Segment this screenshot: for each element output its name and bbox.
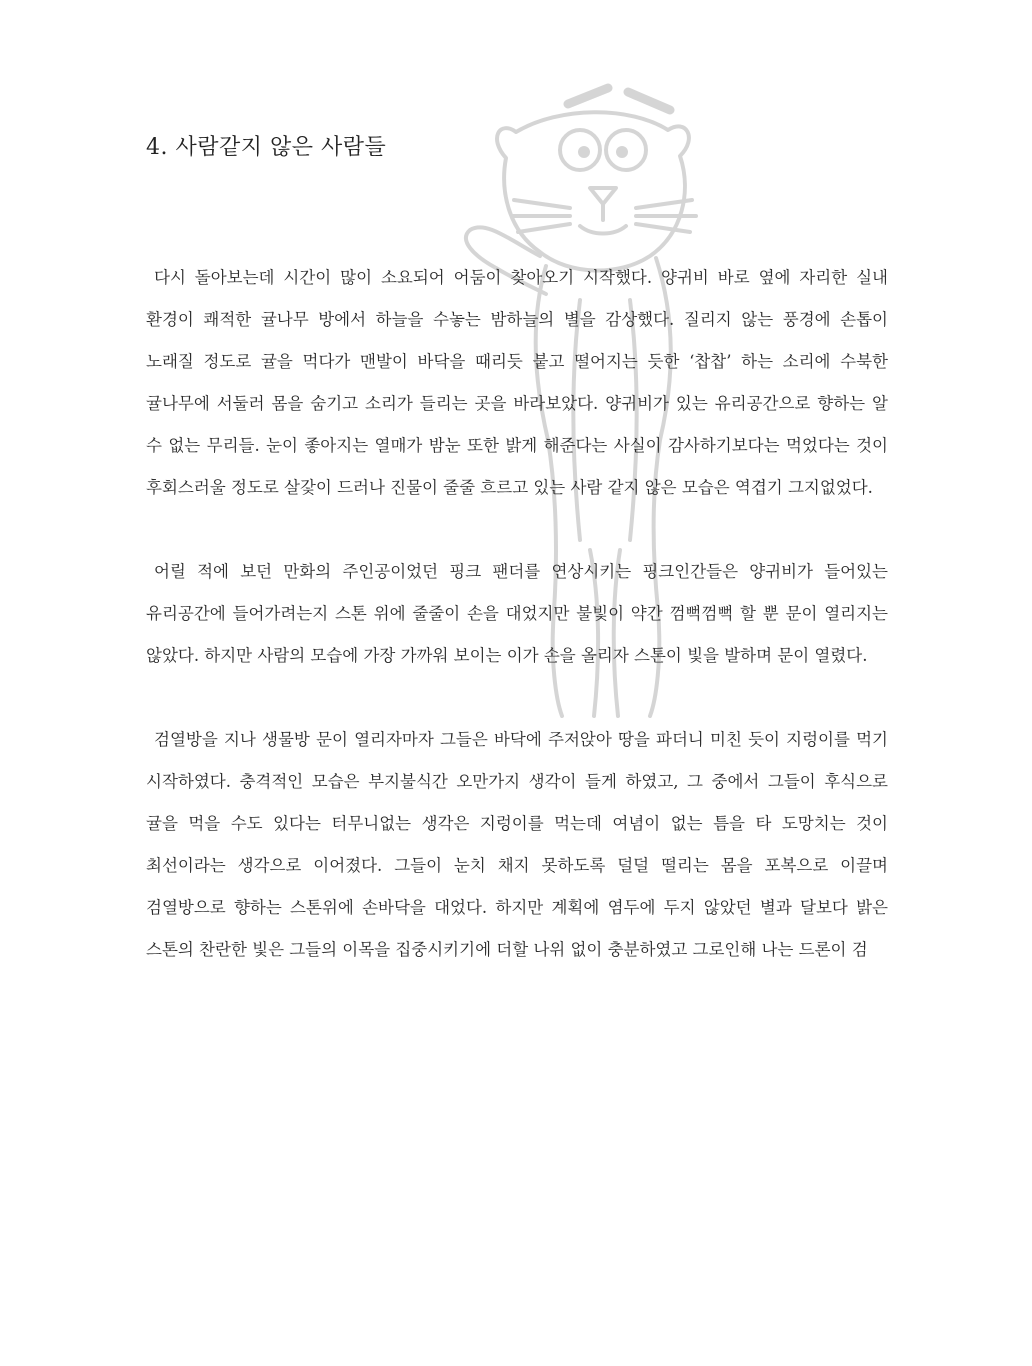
body-text bbox=[146, 257, 888, 1013]
paragraph: 어릴 적에 보던 만화의 주인공이었던 핑크 팬더를 연상시키는 핑크인간들은 양귀비가 들어있는 유리공간에 들어가려는지 스톤 위에 줄줄이 손을 대었지만 불빛이 약간 껌뻑껌뻑 할 뿐 문이 열리지는 않았다. 하지만 사람의 모습에 가장 가까워 보이는 이가 손을 올리자 스톤이 빛을 발하며 문이 열렸다. bbox=[146, 562, 888, 665]
paragraph: 검열방을 지나 생물방 문이 열리자마자 그들은 바닥에 주저앉아 땅을 파더니 미친 듯이 지렁이를 먹기 시작하였다. 충격적인 모습은 부지불식간 오만가지 생각이 들게 하였고, 그 중에서 그들이 후식으로 귤을 먹을 수도 있다는 터무니없는 생각은 지렁이를 먹는데 여념이 없는 틈을 타 도망치는 것이 최선이라는 생각으로 이어졌다. 그들이 눈치 채지 못하도록 덜덜 떨리는 몸을 포복으로 이끌며 검열방으로 향하는 스톤위에 손바닥을 대었다. 하지만 계획에 염두에 두지 않았던 별과 달보다 밝은 스톤의 찬란한 빛은 그들의 이목을 집중시키기에 더할 나위 없이 충분하였고 그로인해 나는 드론이 검 bbox=[146, 730, 888, 959]
page-title: 4. 사람같지 않은 사람들 bbox=[146, 135, 387, 160]
paragraph: 다시 돌아보는데 시간이 많이 소요되어 어둠이 찾아오기 시작했다. 양귀비 바로 옆에 자리한 실내 환경이 쾌적한 귤나무 방에서 하늘을 수놓는 밤하늘의 별을 감상했다. 질리지 않는 풍경에 손톱이 노래질 정도로 귤을 먹다가 맨발이 바닥을 때리듯 붙고 떨어지는 듯한 ‘찹찹’ 하는 소리에 수북한 귤나무에 서둘러 몸을 숨기고 소리가 들리는 곳을 바라보았다. 양귀비가 있는 유리공간으로 향하는 알 수 없는 무리들. 눈이 좋아지는 열매가 밤눈 또한 밝게 해준다는 사실이 감사하기보다는 먹었다는 것이 후회스러울 정도로 살갗이 드러나 진물이 줄줄 흐르고 있는 사람 같지 않은 모습은 역겹기 그지없었다. bbox=[146, 268, 888, 497]
